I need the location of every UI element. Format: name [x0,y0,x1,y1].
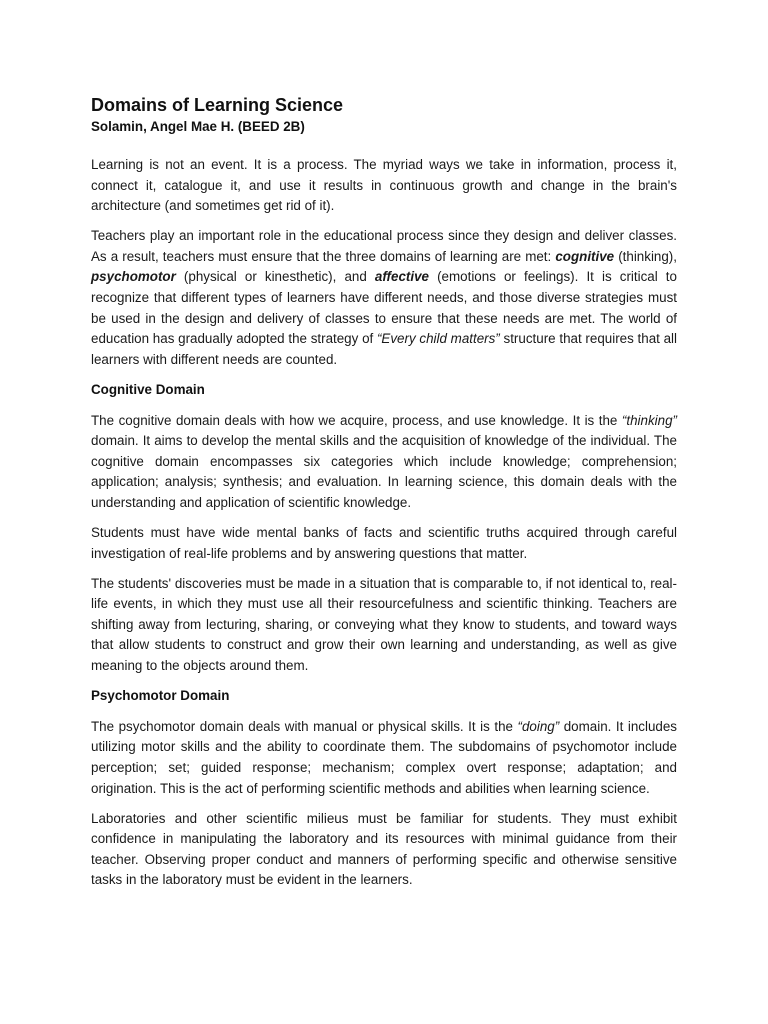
teachers-text-1: Teachers play an important role in the educational process since they design and deliver classes. As a result, teachers must ensure that the three domains of learning are met: [91,228,677,264]
cognitive-paragraph-1 [91,411,677,514]
psychomotor-heading: Psychomotor Domain [91,688,230,704]
teachers-paragraph [91,226,677,370]
psychomotor-text-2: domain. It includes utilizing motor skills and the ability to coordinate them. The subdomains of psychomotor include perception; set; guided response; mechanism; complex overt response; adaptation; and origination. This is the act of performing scientific methods and abilities when learning science. [91,718,678,796]
teachers-text-5: structure that requires that all learners with different needs are counted. [91,331,677,367]
doing-quote: “doing” [517,718,560,734]
term-cognitive: cognitive [555,248,615,264]
document-page [91,92,677,901]
psychomotor-text-1: The psychomotor domain deals with manual or physical skills. It is the [91,718,518,734]
teachers-text-2: (thinking), [614,248,677,264]
document-title: Domains of Learning Science [91,95,344,115]
intro-paragraph: Learning is not an event. It is a process. The myriad ways we take in information, process it, connect it, catalogue it, and use it results in continuous growth and change in the brain's architecture (and sometimes get rid of it). [91,157,677,214]
term-affective: affective [374,269,429,285]
cognitive-paragraph-3: The students' discoveries must be made in a situation that is comparable to, if not identical to, real-life events, in which they must use all their resourcefulness and scientific thinking. Teachers are shifting away from lecturing, sharing, or conveying what they know to students, and toward ways that allow students to construct and grow their own learning and understanding, as well as give meaning to the objects around them. [91,575,677,674]
cognitive-text-1: The cognitive domain deals with how we acquire, process, and use knowledge. It is the [91,412,622,428]
author-line: Solamin, Angel Mae H. (BEED 2B) [91,119,305,134]
psychomotor-paragraph-1 [91,717,677,799]
every-child-matters-quote: “Every child matters” [376,331,500,347]
thinking-quote: “thinking” [621,412,677,428]
teachers-text-4: (emotions or feelings). It is critical to recognize that different types of learners have different needs, and those diverse strategies must be used in the design and delivery of classes to ensure that these needs are met. The world of education has gradually adopted the strategy of [91,269,677,347]
psychomotor-paragraph-2: Laboratories and other scientific milieus must be familiar for students. They must exhibit confidence in manipulating the laboratory and its resources with minimal guidance from their teacher. Observing proper conduct and manners of performing specific and otherwise sensitive tasks in the laboratory must be evident in the learners. [91,810,677,888]
cognitive-heading: Cognitive Domain [91,381,205,397]
teachers-text-3: (physical or kinesthetic), and [175,269,375,285]
term-psychomotor: psychomotor [91,269,176,285]
cognitive-paragraph-2: Students must have wide mental banks of facts and scientific truths acquired through careful investigation of real-life problems and by answering questions that matter. [91,525,677,561]
cognitive-text-2: domain. It aims to develop the mental skills and the acquisition of knowledge of the individual. The cognitive domain encompasses six categories which include knowledge; comprehension; application; analysis; synthesis; and evaluation. In learning science, this domain deals with the understanding and application of scientific knowledge. [91,433,677,510]
